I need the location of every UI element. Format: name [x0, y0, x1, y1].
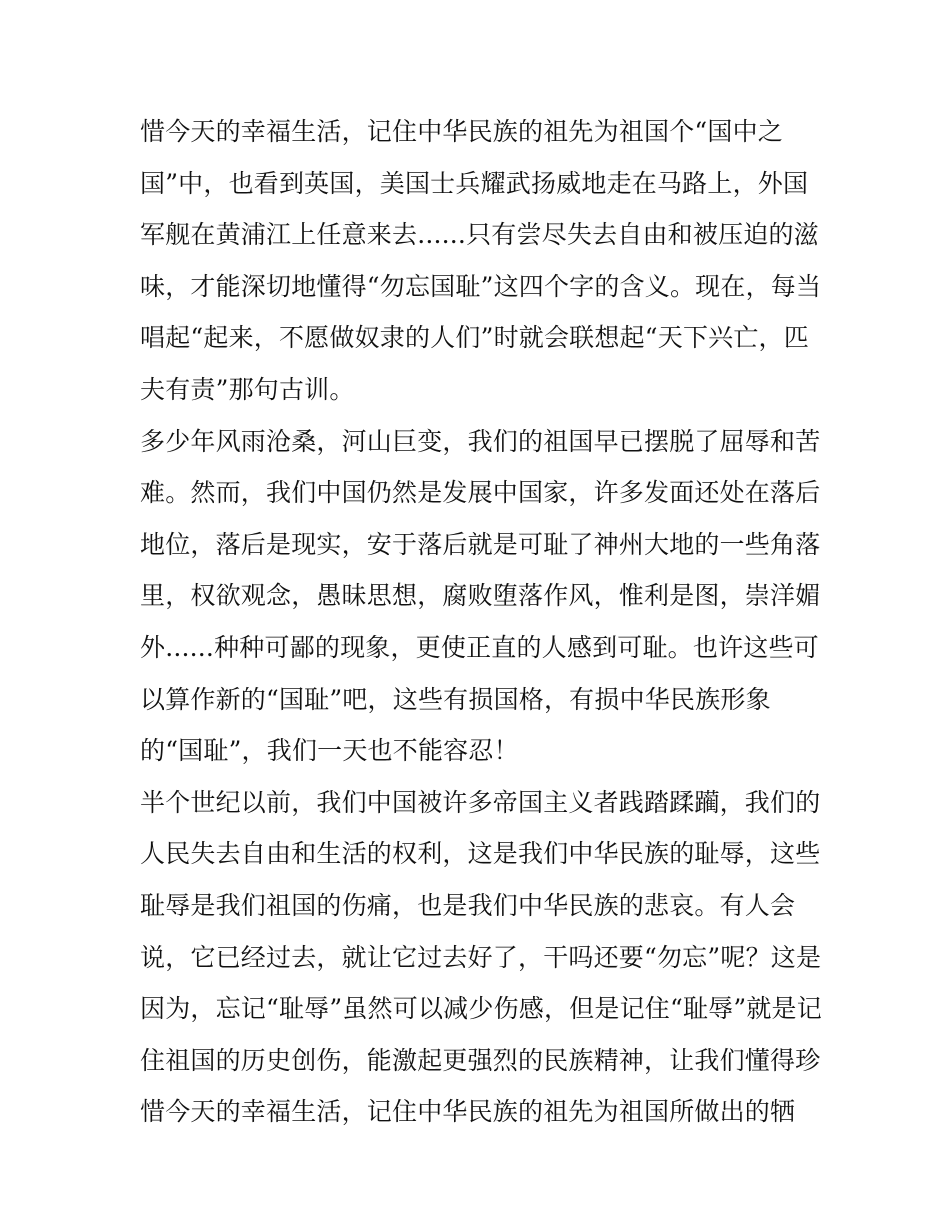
text-line-15: 人民失去自由和生活的权利，这是我们中华民族的耻辱，这些	[140, 839, 821, 869]
text-line-1: 惜今天的幸福生活，记住中华民族的祖先为祖国个“国中之	[140, 117, 783, 146]
text-line-11: 外......种种可鄙的现象，更使正直的人感到可耻。也许这些可	[140, 632, 819, 662]
text-line-4: 味，才能深切地懂得“勿忘国耻”这四个字的含义。现在，每当	[140, 271, 822, 301]
text-line-6: 夫有责”那句古训。	[140, 374, 355, 404]
text-line-14: 半个世纪以前，我们中国被许多帝国主义者践踏蹂躏，我们的	[140, 787, 821, 817]
body-text	[140, 106, 820, 1138]
text-line-19: 住祖国的历史创伤，能激起更强烈的民族精神，让我们懂得珍	[140, 1045, 821, 1075]
text-line-20: 惜今天的幸福生活，记住中华民族的祖先为祖国所做出的牺	[140, 1097, 796, 1127]
text-line-10: 里，权欲观念，愚昧思想，腐败堕落作风，惟利是图，崇洋媚	[140, 581, 821, 611]
text-line-12: 以算作新的“国耻”吧，这些有损国格，有损中华民族形象	[140, 684, 771, 714]
text-line-3: 军舰在黄浦江上任意来去......只有尝尽失去自由和被压迫的滋	[140, 220, 819, 250]
text-line-16: 耻辱是我们祖国的伤痛，也是我们中华民族的悲哀。有人会	[140, 890, 796, 920]
text-line-2: 国”中，也看到英国，美国士兵耀武扬威地走在马路上，外国	[140, 168, 809, 198]
text-line-5: 唱起“起来，不愿做奴隶的人们”时就会联想起“天下兴亡，匹	[140, 323, 809, 353]
text-line-7: 多少年风雨沧桑，河山巨变，我们的祖国早已摆脱了屈辱和苦	[140, 426, 821, 456]
text-line-18: 因为，忘记“耻辱”虽然可以减少伤感，但是记住“耻辱”就是记	[140, 994, 822, 1024]
text-line-8: 难。然而，我们中国仍然是发展中国家，许多发面还处在落后	[140, 478, 821, 508]
text-line-13: 的“国耻”，我们一天也不能容忍！	[140, 736, 519, 766]
text-line-9: 地位，落后是现实，安于落后就是可耻了神州大地的一些角落	[140, 529, 821, 559]
text-line-17: 说，它已经过去，就让它过去好了，干吗还要“勿忘”呢？这是	[140, 942, 822, 972]
